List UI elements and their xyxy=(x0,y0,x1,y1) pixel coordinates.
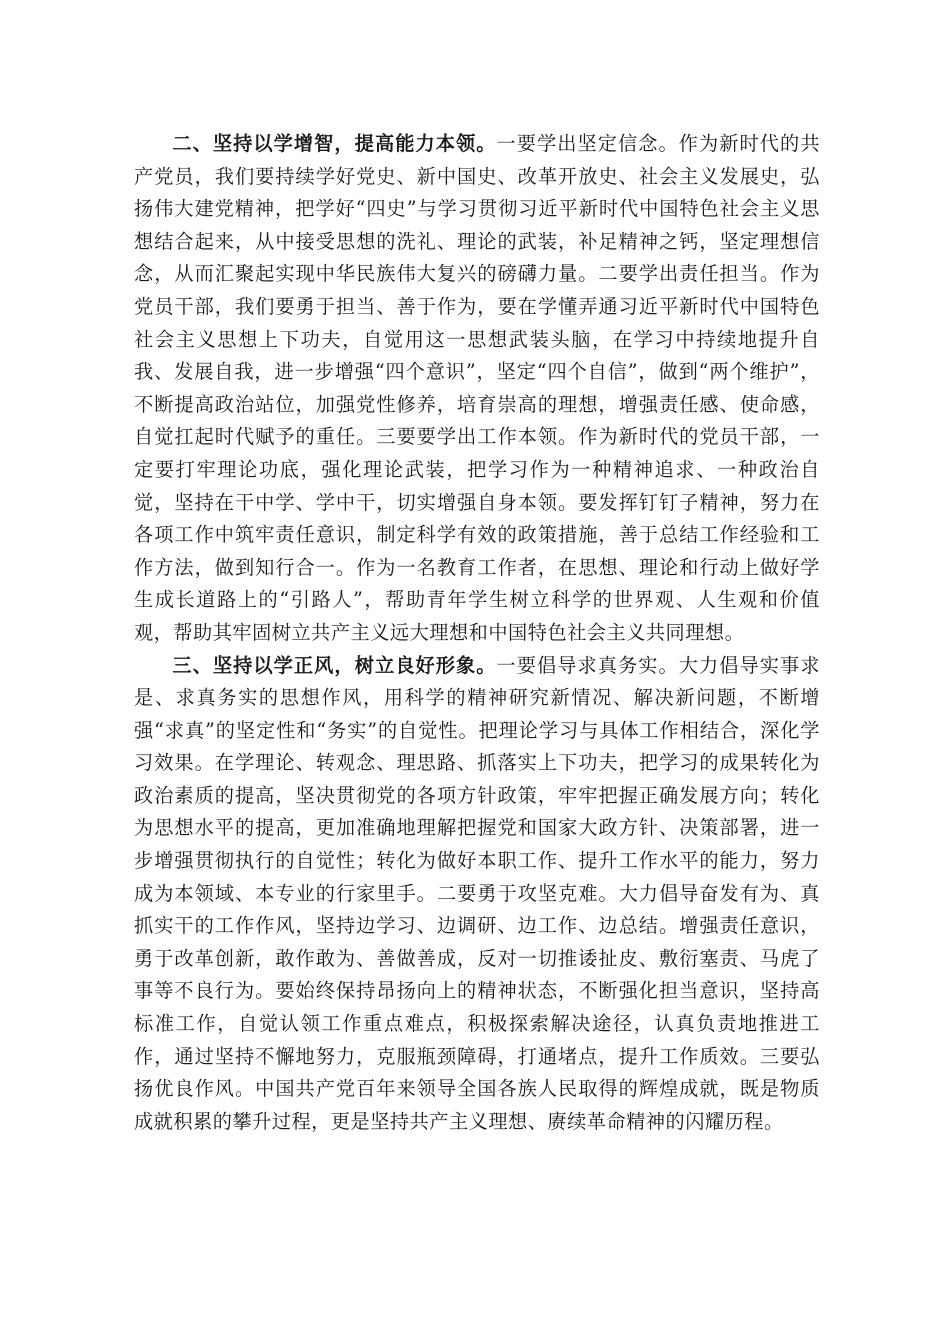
paragraph-body: 一要学出坚定信念。作为新时代的共产党员，我们要持续学好党史、新中国史、改革开放史、社会主义发展史，弘扬伟大建党精神，把学好“四史”与学习贯彻习近平新时代中国特色社会主义思想结合起来，从中接受思想的洗礼、理论的武装，补足精神之钙，坚定理想信念，从而汇聚起实现中华民族伟大复兴的磅礴力量。二要学出责任担当。作为党员干部，我们要勇于担当、善于作为，要在学懂弄通习近平新时代中国特色社会主义思想上下功夫，自觉用这一思想武装头脑，在学习中持续地提升自我、发展自我，进一步增强“四个意识”，坚定“四个自信”，做到“两个维护”，不断提高政治站位，加强党性修养，培育崇高的理想，增强责任感、使命感，自觉扛起时代赋予的重任。三要要学出工作本领。作为新时代的党员干部，一定要打牢理论功底，强化理论武装，把学习作为一种精神追求、一种政治自觉，坚持在干中学、学中干，切实增强自身本领。要发挥钉钉子精神，努力在各项工作中筑牢责任意识，制定科学有效的政策措施，善于总结工作经验和工作方法，做到知行合一。作为一名教育工作者，在思想、理论和行动上做好学生成长道路上的“引路人”，帮助青年学生树立科学的世界观、人生观和价值观，帮助其牢固树立共产主义远大理想和中国特色社会主义共同理想。 xyxy=(134,132,821,644)
paragraph-section-three xyxy=(134,650,820,1139)
paragraph-body: 一要倡导求真务实。大力倡导实事求是、求真务实的思想作风，用科学的精神研究新情况、解决新问题，不断增强“求真”的坚定性和“务实”的自觉性。把理论学习与具体工作相结合，深化学习效果。在学理论、转观念、理思路、抓落实上下功夫，把学习的成果转化为政治素质的提高，坚决贯彻党的各项方针政策，牢牢把握正确发展方向；转化为思想水平的提高，更加准确地理解把握党和国家大政方针、决策部署，进一步增强贯彻执行的自觉性；转化为做好本职工作、提升工作水平的能力，努力成为本领域、本专业的行家里手。二要勇于攻坚克难。大力倡导奋发有为、真抓实干的工作作风，坚持边学习、边调研、边工作、边总结。增强责任意识，勇于改革创新，敢作敢为、善做善成，反对一切推诿扯皮、敷衍塞责、马虎了事等不良行为。要始终保持昂扬向上的精神状态，不断强化担当意识，坚持高标准工作，自觉认领工作重点难点，积极探索解决途径，认真负责地推进工作，通过坚持不懈地努力，克服瓶颈障碍，打通堵点，提升工作质效。三要弘扬优良作风。中国共产党百年来领导全国各族人民取得的辉煌成就，既是物质成就积累的攀升过程，更是坚持共产主义理想、赓续革命精神的闪耀历程。 xyxy=(134,653,821,1133)
paragraph-section-two xyxy=(134,128,820,650)
document-page xyxy=(134,128,820,1138)
section-heading: 二、坚持以学增智，提高能力本领。 xyxy=(172,132,497,155)
section-heading: 三、坚持以学正风，树立良好形象。 xyxy=(172,653,497,677)
